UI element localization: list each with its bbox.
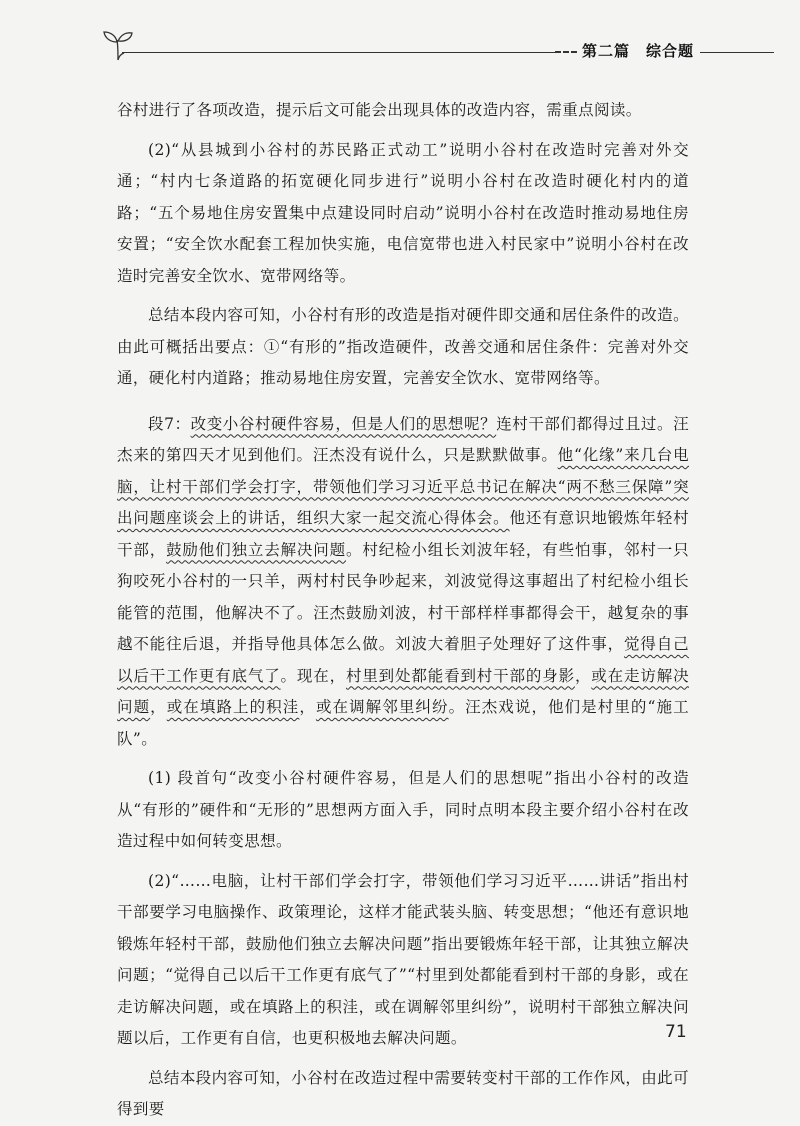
analysis-point-2b: (2)“……电脑，让村干部们学会打字，带领他们学习习近平……讲话”指出村干部要学习电脑操作、政策理论，这样才能武装头脑、转变思想；“他还有意识地锻炼年轻村干部，鼓励他们独立去解决问题”指出要锻炼年轻干部，让其独立解决问题；“觉得自己以后干工作更有底气了”“村里到处都能看到村干部的身影，或在走访解决问题，或在填路上的积洼，或在调解邻里纠纷”，说明村干部独立解决问题以后，工作更有自信，也更积极地去解决问题。 <box>117 871 689 1047</box>
summary-paragraph: 总结本段内容可知，小谷村有形的改造是指对硬件即交通和居住条件的改造。由此可概括出要点：①“有形的”指改造硬件，改善交通和居住条件：完善对外交通，硬化村内道路；推动易地住房安置，完善安全饮水、宽带网络等。 <box>117 306 689 387</box>
passage-highlight: 觉得自己以后干工作更有底气了 <box>117 635 689 685</box>
passage-highlight: 鼓励他们独立去解决问题 <box>166 540 346 559</box>
passage-highlight: 或在调解邻里纠纷 <box>315 698 449 716</box>
passage-text: 。村纪检小组长刘波年轻，有些怕事，邻村一只狗咬死小谷村的一只羊，两村村民争吵起来，刘波觉得这事超出了村纪检小组长能管的范围，他解决不了。汪杰鼓励刘波，村干部样样事都得会干，越复杂的事越不能往后退，并指导他具体怎么做。刘波大着胆子处理好了这件事， <box>117 540 690 653</box>
passage-text: 连村干部们都得过且过。汪杰来的第四天才见到他们。汪杰没有说什么，只是默默做事。 <box>117 414 689 464</box>
analysis-point-1: (1) 段首句“改变小谷村硬件容易，但是人们的思想呢”指出小谷村的改造从“有形的”硬件和“无形的”思想两方面入手，同时点明本段主要介绍小谷村在改造过程中如何转变思想。 <box>117 769 689 850</box>
passage-key-sentence: 改变小谷村硬件容易，但是人们的思想呢？ <box>190 414 497 433</box>
passage-text: 。汪杰戏说，他们是村里的“施工队”。 <box>117 698 689 748</box>
header-rule-tail <box>700 52 774 53</box>
running-header <box>100 30 774 64</box>
passage-highlight: 或在走访解决问题 <box>117 666 689 716</box>
passage-highlight: 或在填路上的积洼 <box>166 698 300 716</box>
section-title: 第二篇 综合题 <box>582 42 695 60</box>
passage-highlight: 村里到处都能看到村干部的身影 <box>345 666 575 685</box>
passage-label: 段7： <box>148 414 191 433</box>
page-number: 71 <box>665 1022 687 1042</box>
source-passage-7 <box>117 409 689 756</box>
analysis-point-2: (2)“从县城到小谷村的苏民路正式动工”说明小谷村在改造时完善对外交通；“村内七条道路的拓宽硬化同步进行”说明小谷村在改造时硬化村内的道路；“五个易地住房安置集中点建设同时启动”说明小谷村在改造时推动易地住房安置；“安全饮水配套工程加快实施，电信宽带也进入村民家中”说明小谷村在改造时完善安全饮水、宽带网络等。 <box>117 140 689 285</box>
passage-text: ， <box>150 698 167 716</box>
paragraph-continued: 谷村进行了各项改造，提示后文可能会出现具体的改造内容，需重点阅读。 <box>117 101 642 119</box>
passage-text: 他还有意识地锻炼年轻村干部， <box>117 509 690 559</box>
passage-highlight: 他“化缘”来几台电脑，让村干部们学会打字，带领他们学习习近平总书记在解决“两不愁三保障”突出问题座谈会上的讲话，组织大家一起交流心得体会。 <box>117 446 689 527</box>
page-body <box>117 95 689 1126</box>
header-rule <box>122 52 560 53</box>
passage-text: 。现在， <box>280 666 346 685</box>
header-rule-dashed <box>555 51 577 53</box>
sprout-icon <box>100 30 136 62</box>
passage-text: ， <box>574 666 592 685</box>
summary-paragraph-2: 总结本段内容可知，小谷村在改造过程中需要转变村干部的工作作风，由此可得到要 <box>117 1068 689 1118</box>
passage-text: ， <box>299 698 316 716</box>
